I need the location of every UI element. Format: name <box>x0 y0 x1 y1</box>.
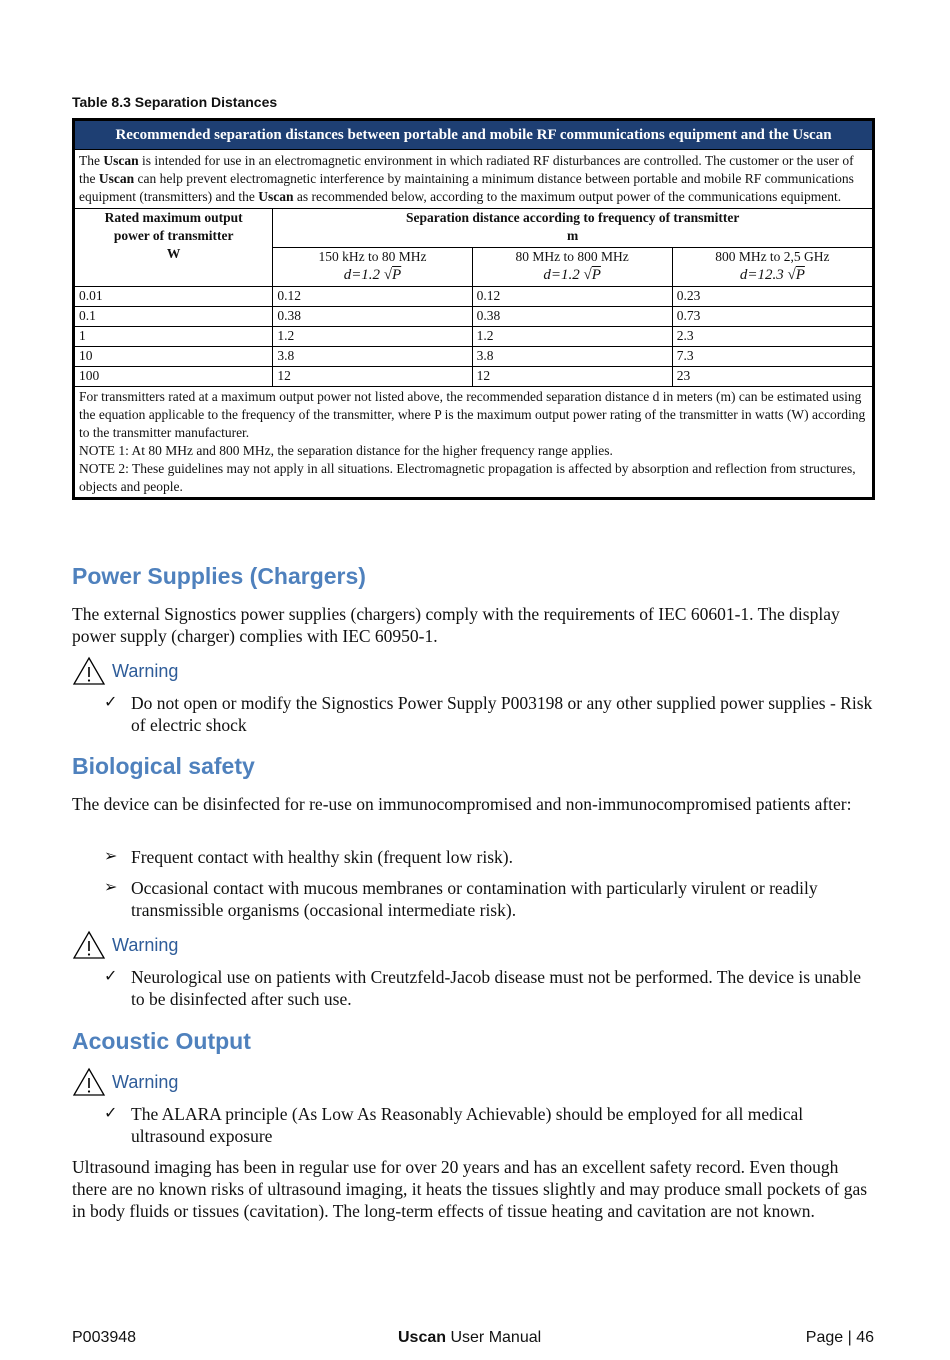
separation-distances-table <box>72 118 875 500</box>
bio-list-item-text: Frequent contact with healthy skin (frequent low risk). <box>131 847 513 867</box>
table-row <box>74 347 874 367</box>
table-cell: 0.12 <box>472 287 672 307</box>
table-cell: 2.3 <box>672 327 873 347</box>
table-cell: 23 <box>672 367 873 387</box>
intro-product-1: Uscan <box>103 153 139 168</box>
table-cell: 12 <box>472 367 672 387</box>
acoustic-output-text: Ultrasound imaging has been in regular use for over 20 years and has an excellent safety record. Even though there are no known risks of ultrasound imaging, it heats the tissues slightly and may produce small pockets of gas in body fluids or tissues (cavitation). The long-term effects of tissue heating and cavitation are not known. <box>72 1157 868 1221</box>
table-cell: 0.38 <box>472 307 672 327</box>
table-cell: 100 <box>74 367 273 387</box>
warning-label: Warning <box>112 1071 179 1092</box>
check-icon: ✓ <box>104 694 118 711</box>
table-cell: 0.73 <box>672 307 873 327</box>
footer-title <box>398 1329 541 1347</box>
table-row <box>74 307 874 327</box>
acoustic-warning <box>72 1067 178 1097</box>
table-intro <box>74 150 874 209</box>
arrow-bullet-icon: ➢ <box>104 848 118 865</box>
table-row <box>74 287 874 307</box>
table-row <box>74 367 874 387</box>
table-note-1: NOTE 1: At 80 MHz and 800 MHz, the separation distance for the higher frequency range applies. <box>79 443 613 458</box>
power-warning <box>72 656 178 686</box>
band-header-2 <box>472 248 672 287</box>
sqrt-icon: √ <box>583 267 592 283</box>
footer-manual: User Manual <box>446 1329 542 1346</box>
bio-warning-item <box>104 966 874 1010</box>
band-range: 150 kHz to 80 MHz <box>318 249 427 264</box>
table-cell: 0.12 <box>273 287 472 307</box>
warning-triangle-icon <box>72 656 106 686</box>
intro-product-3: Uscan <box>258 189 294 204</box>
intro-product-2: Uscan <box>98 171 135 186</box>
bio-list-item <box>104 846 874 868</box>
check-icon: ✓ <box>104 968 118 985</box>
acoustic-warning-item <box>104 1103 874 1147</box>
table-note-2: NOTE 2: These guidelines may not apply in all situations. Electromagnetic propagation is affected by absorption and reflection from structures, objects and people. <box>79 461 856 494</box>
power-supplies-text: The external Signostics power supplies (chargers) comply with the requirements of IEC 60601-1. The display power supply (charger) complies with IEC 60950-1. <box>72 604 840 646</box>
table-cell: 0.38 <box>273 307 472 327</box>
band-formula <box>477 266 668 284</box>
power-header-line-1: Rated maximum output <box>104 210 243 225</box>
footer-product: Uscan <box>398 1329 447 1346</box>
bio-list-item <box>104 877 874 921</box>
separation-column-header <box>273 209 874 248</box>
biological-safety-heading: Biological safety <box>72 753 255 779</box>
power-supplies-heading: Power Supplies (Chargers) <box>72 563 366 589</box>
power-warning-item <box>104 692 874 736</box>
table-cell: 12 <box>273 367 472 387</box>
intro-text-4: as recommended below, according to the maximum output power of the communications equipment. <box>293 189 842 204</box>
table-caption: Table 8.3 Separation Distances <box>72 94 278 110</box>
warning-item-text: The ALARA principle (As Low As Reasonably Achievable) should be employed for all medical ultrasound exposure <box>131 1104 804 1146</box>
power-column-header <box>74 209 273 287</box>
table-cell: 3.8 <box>273 347 472 367</box>
table-cell: 3.8 <box>472 347 672 367</box>
table-row <box>74 327 874 347</box>
footer-doc-id: P003948 <box>72 1329 137 1346</box>
arrow-bullet-icon: ➢ <box>104 879 118 896</box>
biological-safety-text: The device can be disinfected for re-use on immunocompromised and non-immunocompromised patients after: <box>72 794 852 814</box>
table-cell: 0.1 <box>74 307 273 327</box>
warning-triangle-icon <box>72 930 106 960</box>
intro-text-1: The <box>79 153 104 168</box>
table-cell: 7.3 <box>672 347 873 367</box>
warning-item-text: Do not open or modify the Signostics Power Supply P003198 or any other supplied power supplies - Risk of electric shock <box>131 693 873 735</box>
warning-label: Warning <box>112 934 179 955</box>
check-icon: ✓ <box>104 1105 118 1122</box>
band-formula <box>277 266 467 284</box>
table-note-general: For transmitters rated at a maximum output power not listed above, the recommended separation distance d in meters (m) can be estimated using the equation applicable to the frequency of the transmitter, where P is the maximum output power rating of the transmitter in watts (W) according to the transmitter manufacturer. <box>79 389 866 440</box>
warning-triangle-icon <box>72 1067 106 1097</box>
band-range: 800 MHz to 2,5 GHz <box>715 249 830 264</box>
separation-header-unit: m <box>567 228 579 243</box>
formula-text: d=1.2 <box>543 267 580 283</box>
formula-text: d=12.3 <box>739 267 784 283</box>
footer-page-number: Page | 46 <box>805 1329 874 1346</box>
band-header-3 <box>672 248 873 287</box>
table-header: Recommended separation distances between portable and mobile RF communications equipment and the Uscan <box>74 120 874 150</box>
table-cell: 0.23 <box>672 287 873 307</box>
band-header-1 <box>273 248 472 287</box>
intro-text-3: can help prevent electromagnetic interference by maintaining a minimum distance between portable and mobile RF communications equipment (transmitters) and the <box>79 171 854 204</box>
warning-item-text: Neurological use on patients with Creutzfeld-Jacob disease must not be performed. The device is unable to be disinfected after such use. <box>131 967 862 1009</box>
formula-root: P <box>392 267 402 283</box>
intro-text-2: is intended for use in an electromagnetic environment in which radiated RF disturbances are controlled. The customer or the user of the <box>79 153 854 186</box>
warning-label: Warning <box>112 660 179 681</box>
power-header-unit: W <box>166 246 181 261</box>
bio-list-item-text: Occasional contact with mucous membranes or contamination with particularly virulent or readily transmissible organisms (occasional intermediate risk). <box>131 878 818 920</box>
sqrt-icon: √ <box>787 267 796 283</box>
band-range: 80 MHz to 800 MHz <box>515 249 629 264</box>
sqrt-icon: √ <box>383 267 393 283</box>
band-formula <box>677 266 868 284</box>
formula-root: P <box>795 267 805 283</box>
power-header-line-2: power of transmitter <box>113 228 234 243</box>
bio-warning <box>72 930 178 960</box>
formula-root: P <box>591 267 601 283</box>
table-cell: 1 <box>74 327 273 347</box>
table-cell: 1.2 <box>472 327 672 347</box>
table-cell: 10 <box>74 347 273 367</box>
acoustic-output-heading: Acoustic Output <box>72 1028 251 1054</box>
formula-text: d=1.2 <box>343 267 381 283</box>
table-cell: 1.2 <box>273 327 472 347</box>
table-notes <box>74 387 874 499</box>
table-cell: 0.01 <box>74 287 273 307</box>
separation-header-line: Separation distance according to frequency of transmitter <box>405 210 740 225</box>
